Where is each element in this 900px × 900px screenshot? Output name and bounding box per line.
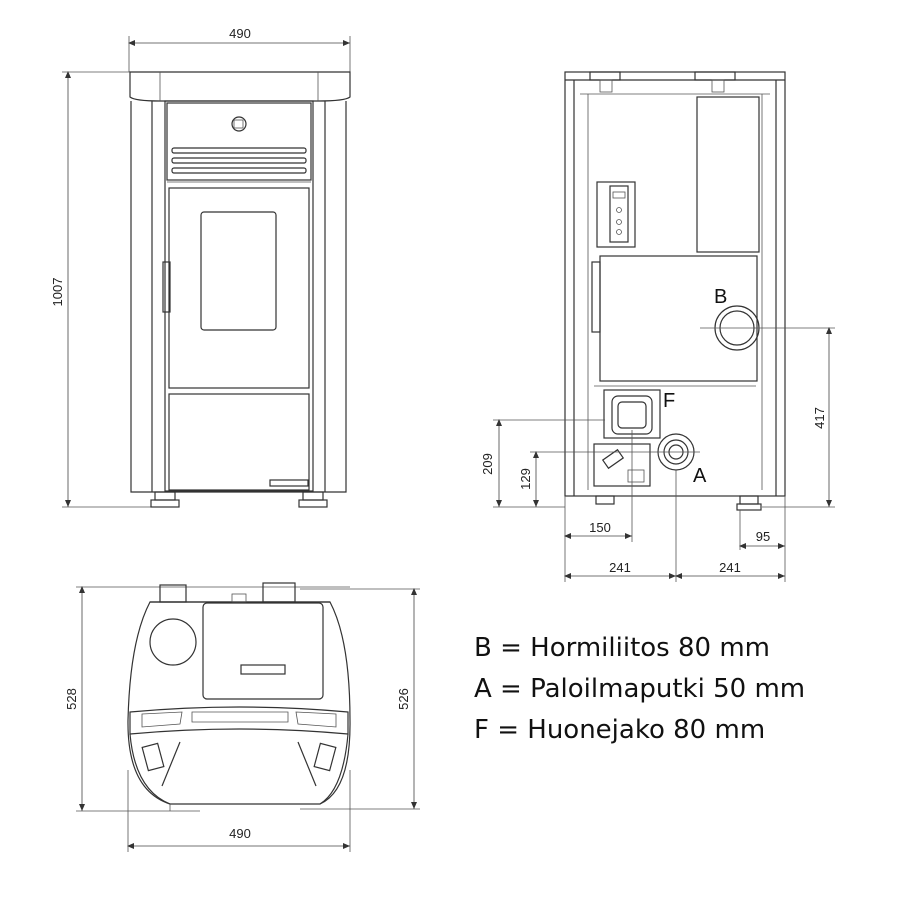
top-view — [64, 583, 420, 852]
legend-item-a: A = Paloilmaputki 50 mm — [474, 674, 806, 704]
legend-item-f: F = Huonejako 80 mm — [474, 715, 766, 745]
front-width-label: 490 — [229, 26, 251, 41]
dim-241-left: 241 — [609, 560, 631, 575]
front-height-label: 1007 — [50, 277, 65, 307]
legend — [474, 628, 805, 751]
top-depth-right-label: 526 — [396, 688, 411, 710]
dim-209: 209 — [480, 453, 495, 475]
dim-95: 95 — [755, 529, 771, 544]
dim-129: 129 — [518, 468, 533, 490]
legend-item-b: B = Hormiliitos 80 mm — [474, 633, 770, 663]
label-f: F — [663, 390, 676, 412]
dim-417: 417 — [812, 407, 827, 429]
front-view — [50, 26, 350, 507]
side-view — [480, 72, 835, 582]
dim-241-right: 241 — [719, 560, 741, 575]
label-a: A — [693, 465, 707, 487]
top-depth-left-label: 528 — [64, 688, 79, 710]
dim-150: 150 — [589, 520, 611, 535]
label-b: B — [714, 286, 728, 308]
top-width-label: 490 — [229, 826, 251, 841]
